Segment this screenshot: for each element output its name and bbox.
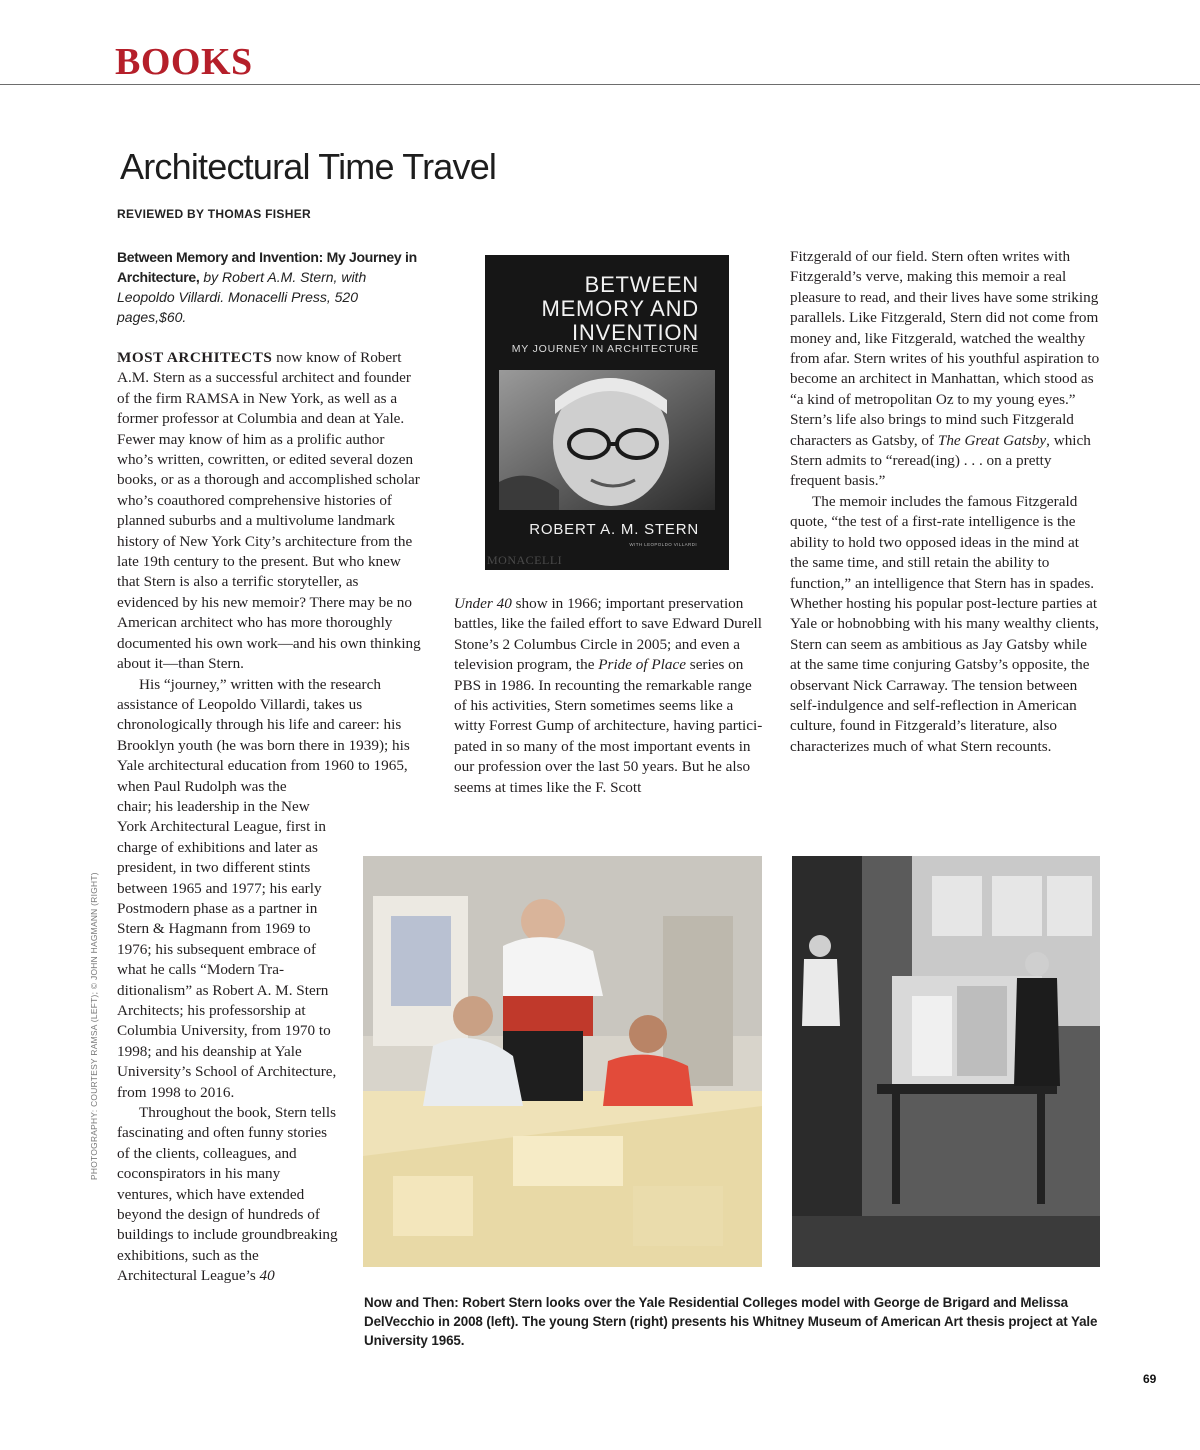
paragraph-text: Throughout the book, Stern tells fascinating and often funny stories of the clients, colleagues, and coconspirators in his many ventures, which have extended beyond the design of hundreds of buildings to include groundbreaking exhibitions, such as the Architectural League’s: [117, 1104, 338, 1285]
cover-author: ROBERT A. M. STERN: [529, 521, 699, 538]
article-title: Architectural Time Travel: [120, 146, 497, 187]
cover-title-line: MEMORY AND: [541, 296, 699, 321]
cover-subtitle: MY JOURNEY IN ARCHITECTURE: [511, 343, 699, 355]
italic-text: Pride of Place: [598, 656, 686, 674]
paragraph-text: now know of Robert A.M. Stern as a successful architect and founder of the firm RAMSA in New York, as well as a former professor at Columbia and dean at Yale. Fewer may know of him as a prolific author who’s written, cowritten, or edited several dozen books, or as a thorough and accomplished scholar who’s coauthored comprehensive histories of planned suburbs and a multivolume landmark history of New York City’s architecture from the late 19th century to the present. But who knew that Stern is also a terrific storyteller, as evidenced by his new memoir? There may be no American architect who has more thoroughly documented his own work—and his own thinking about it—than Stern.: [117, 349, 421, 673]
italic-text: 40: [259, 1267, 275, 1285]
paragraph-text: Fitzgerald of our field. Stern often writes with Fitzgerald’s verve, making this memoir a real pleasure to read, and their lives have some striking parallels. Like Fitzgerald, Stern did not come from money and, like Fitzgerald, watched the wealthy from afar. Stern writes of his youthful aspiration to become an architect in Manhattan, which stood as “a kind of metropolitan Oz to my young eyes.” Stern’s life also brings to mind such Fitzgerald characters as Gatsby, of: [790, 248, 1100, 449]
paragraph-text: show in 1966; important preservation battles, like the failed effort to save Edward Durell Stone’s 2 Columbus Circle in 2005; and even a television program, the: [454, 595, 762, 674]
paragraph: [790, 247, 1100, 492]
page-number: 69: [1143, 1372, 1157, 1386]
paragraph-text: series on PBS in 1986. In recounting the remarkable range of his activities, Stern sometimes seems like a witty Forrest Gump of architecture, having participated in so many of the most important events in our profession over the last 50 years. But he also seems at times like the F. Scott: [454, 656, 763, 796]
italic-text: Under 40: [454, 595, 512, 612]
paragraph: [454, 594, 764, 798]
italic-text: The Great Gatsby: [937, 431, 1047, 449]
book-title: Between Memory and Invention: My Journey in Architecture,: [117, 249, 417, 285]
column-3: [790, 247, 1100, 757]
paragraph: [117, 675, 423, 797]
paragraph: [117, 1103, 339, 1287]
photo-thesis-presentation: [792, 856, 1100, 1267]
cover-title: [541, 273, 699, 345]
book-info: [117, 247, 422, 327]
paragraph-text: chair; his leadership in the New York Architectural League, first in charge of exhibitions and later as president, in two different stints between 1965 and 1977; his early Postmodern phase as a partner in Stern & Hagmann from 1969 to 1976; his subsequent embrace of what he calls “Modern Traditionalism” as Robert A. M. Stern Architects; his professorship at Columbia University, from 1970 to 1998; and his deanship at Yale University’s School of Architecture, from 1998 to 2016.: [117, 797, 337, 1101]
paragraph-text: , which Stern admits to “reread(ing) . . . on a pretty frequent basis.”: [790, 431, 1091, 490]
paragraph: [117, 797, 339, 1103]
narrow-text-block: [117, 797, 339, 1287]
lead-in: MOST ARCHITECTS: [117, 349, 273, 366]
photo-caption: Now and Then: Robert Stern looks over the Yale Residential Colleges model with George de Brigard and Melissa DelVecchio in 2008 (left). The young Stern (right) presents his Whitney Museum of American Art thesis project at Yale University 1965.: [364, 1295, 1098, 1348]
cover-title-line: BETWEEN: [584, 272, 699, 297]
paragraph: [117, 348, 423, 675]
cover-publisher: MONACELLI: [487, 553, 563, 567]
book-details: by Robert A.M. Stern, with Leopoldo Villardi. Monacelli Press, 520 pages,$60.: [117, 269, 367, 325]
book-cover: [485, 255, 729, 570]
byline: REVIEWED BY THOMAS FISHER: [117, 207, 311, 221]
photo-model-review: [363, 856, 762, 1267]
column-2: [454, 594, 764, 798]
cover-title-line: INVENTION: [572, 320, 699, 345]
photo-credit: PHOTOGRAPHY: COURTESY RAMSA (LEFT); © JOHN HAGMANN (RIGHT): [89, 872, 99, 1180]
paragraph-text: The memoir includes the famous Fitzgerald quote, “the test of a first-rate intelligence is the ability to hold two opposed ideas in the mind at the same time, and still retain the ability to function,” an intelligence that Stern has in spades. Whether hosting his popular post-lecture parties at Yale or hobnobbing with his many wealthy clients, Stern can seem as ambitious as Jay Gatsby while at the same time conjuring Gatsby’s opposite, the observant Nick Carraway. The tension between self-indulgence and self-reflection in American culture, found in Fitzgerald’s literature, also characterizes much of what Stern recounts.: [790, 492, 1099, 755]
header-rule: [0, 84, 1200, 85]
section-label: BOOKS: [115, 41, 253, 83]
cover-portrait: [499, 370, 715, 510]
cover-with: WITH LEOPOLDO VILLARDI: [629, 542, 697, 547]
paragraph-text: His “journey,” written with the research assistance of Leopoldo Villardi, takes us chronologically through his life and career: his Brooklyn youth (he was born there in 1939); his Yale architectural education from 1960 to 1965, when Paul Rudolph was the: [117, 675, 410, 795]
paragraph: [790, 492, 1100, 757]
